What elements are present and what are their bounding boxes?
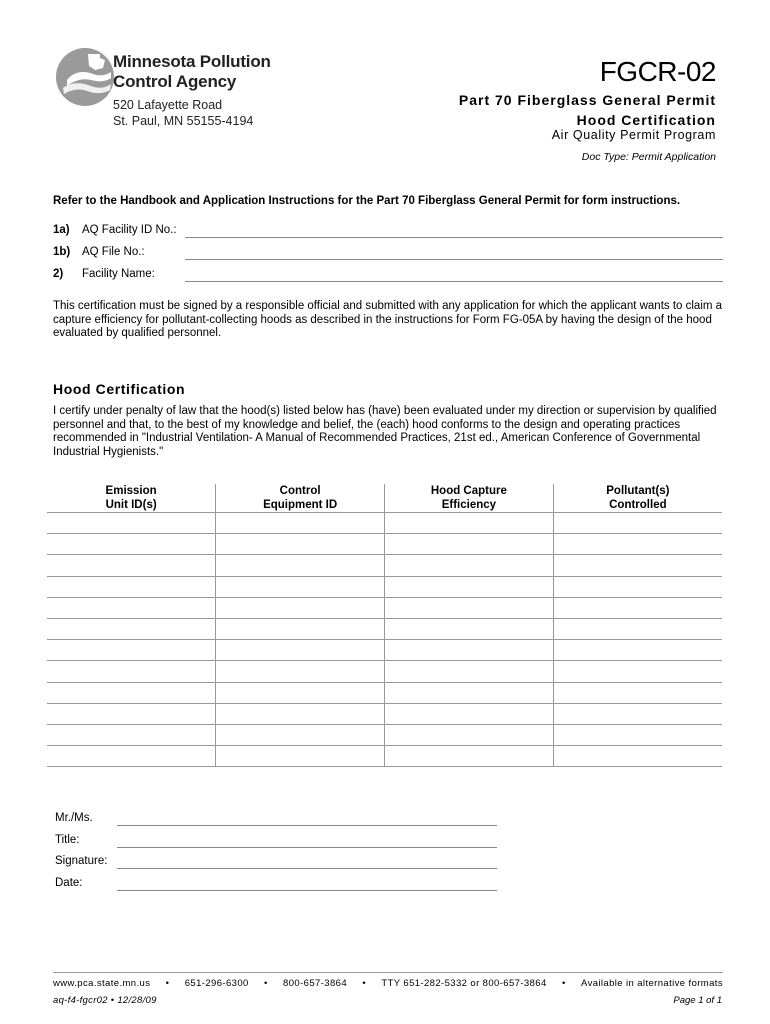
col-header-line: Equipment ID [263,499,338,511]
table-row [47,724,722,745]
table-row [47,534,722,555]
col-header-control-equipment [216,484,385,513]
date-row [55,877,497,893]
table-cell[interactable] [47,534,216,555]
section-title: Hood Certification [53,381,186,397]
table-cell[interactable] [385,576,554,597]
table-cell[interactable] [553,597,722,618]
table-cell[interactable] [553,576,722,597]
mpca-logo [55,46,115,108]
signature-input[interactable] [117,868,497,869]
title-row [55,834,497,850]
field-number: 2) [53,268,64,280]
name-row [55,812,497,828]
facility-name-label: Facility Name: [82,268,155,280]
facility-id-input[interactable] [185,237,723,238]
table-cell[interactable] [385,661,554,682]
table-cell[interactable] [47,746,216,767]
date-input[interactable] [117,890,497,891]
col-header-line: Emission [105,485,157,497]
field-number: 1b) [53,246,71,258]
facility-id-label: AQ Facility ID No.: [82,224,177,236]
col-header-line: Hood Capture [430,485,507,497]
table-cell[interactable] [553,746,722,767]
col-header-emission-unit [47,484,216,513]
table-cell[interactable] [216,724,385,745]
table-cell[interactable] [385,746,554,767]
footer-alt-formats: Available in alternative formats [581,978,723,989]
table-cell[interactable] [553,555,722,576]
footer-contacts [53,978,723,989]
table-cell[interactable] [553,703,722,724]
table-cell[interactable] [385,724,554,745]
table-cell[interactable] [216,513,385,534]
col-header-capture-efficiency [385,484,554,513]
table-cell[interactable] [553,618,722,639]
form-title-line2: Hood Certification [576,112,716,128]
col-header-line: Unit ID(s) [105,499,157,511]
field-number: 1a) [53,224,70,236]
table-cell[interactable] [47,555,216,576]
table-cell[interactable] [385,682,554,703]
table-cell[interactable] [385,597,554,618]
instructions-note: Refer to the Handbook and Application Instructions for the Part 70 Fiberglass General Permit for form instructions. [53,195,681,207]
agency-name-line1: Minnesota Pollution [113,52,271,71]
table-row [47,682,722,703]
table-cell[interactable] [47,513,216,534]
hood-table [47,484,722,767]
table-row [47,703,722,724]
table-header-row [47,484,722,513]
table-cell[interactable] [216,534,385,555]
form-title-line1: Part 70 Fiberglass General Permit [458,92,716,108]
table-row [47,576,722,597]
table-cell[interactable] [47,724,216,745]
footer-website: www.pca.state.mn.us [53,978,151,989]
name-label: Mr./Ms. [55,812,93,824]
table-cell[interactable] [216,618,385,639]
footer-separator: • [561,978,566,989]
table-cell[interactable] [216,576,385,597]
agency-address [113,97,253,129]
address-line1: 520 Lafayette Road [113,98,223,112]
table-cell[interactable] [47,618,216,639]
table-cell[interactable] [216,597,385,618]
table-cell[interactable] [553,661,722,682]
table-cell[interactable] [47,703,216,724]
table-cell[interactable] [385,534,554,555]
file-no-row [53,246,723,262]
footer-phone-tollfree: 800-657-3864 [283,978,348,989]
title-label: Title: [55,834,80,846]
signature-label: Signature: [55,855,108,867]
facility-name-input[interactable] [185,281,723,282]
footer-divider [53,972,723,973]
footer-separator: • [165,978,170,989]
table-row [47,513,722,534]
table-cell[interactable] [553,724,722,745]
facility-name-row [53,268,723,284]
name-input[interactable] [117,825,497,826]
table-row [47,661,722,682]
intro-paragraph: This certification must be signed by a responsible official and submitted with any application for which the applicant wants to claim a capture efficiency for pollutant-collecting hoods as described in the instructions for Form FG-05A by having the design of the hood evaluated by qualified personnel. [53,300,723,339]
table-cell[interactable] [216,703,385,724]
table-cell[interactable] [385,513,554,534]
col-header-line: Efficiency [441,499,497,511]
table-cell[interactable] [216,661,385,682]
table-row [47,640,722,661]
table-cell[interactable] [216,682,385,703]
address-line2: St. Paul, MN 55155-4194 [113,114,254,128]
form-title [459,90,716,130]
table-cell[interactable] [385,703,554,724]
table-cell[interactable] [216,640,385,661]
footer-page-number: Page 1 of 1 [673,995,722,1006]
file-no-label: AQ File No.: [82,246,145,258]
facility-id-row [53,224,723,240]
table-cell[interactable] [553,534,722,555]
form-doc-type: Doc Type: Permit Application [581,151,716,163]
agency-name-line2: Control Agency [113,72,237,91]
footer-separator: • [362,978,367,989]
table-cell[interactable] [216,746,385,767]
signature-row [55,855,497,871]
certification-text: I certify under penalty of law that the hood(s) listed below has (have) been evaluated under my direction or supervision by qualified personnel and that, to the best of my knowledge and belief, the (each) hood conforms to the design and operating practices recommended in "Industrial Ventilation- A Manual of Recommended Practices, 21st ed., American Conference of Governmental Industrial Hygienists." [53,405,717,458]
col-header-line: Control [279,485,321,497]
footer-tty: TTY 651-282-5332 or 800-657-3864 [381,978,547,989]
table-cell[interactable] [47,576,216,597]
col-header-line: Controlled [609,499,667,511]
table-cell[interactable] [553,640,722,661]
table-row [47,746,722,767]
file-no-input[interactable] [185,259,723,260]
table-cell[interactable] [47,661,216,682]
table-cell[interactable] [385,640,554,661]
table-cell[interactable] [47,597,216,618]
table-row [47,555,722,576]
table-cell[interactable] [553,513,722,534]
form-code: FGCR-02 [599,56,716,87]
table-cell[interactable] [553,682,722,703]
table-cell[interactable] [385,555,554,576]
title-input[interactable] [117,847,497,848]
agency-name [113,52,271,92]
date-label: Date: [55,877,83,889]
table-row [47,597,722,618]
footer-doc-id: aq-f4-fgcr02 • 12/28/09 [53,995,157,1006]
footer-separator: • [264,978,268,989]
form-program: Air Quality Permit Program [551,128,716,142]
table-cell[interactable] [216,555,385,576]
table-row [47,618,722,639]
footer-phone-local: 651-296-6300 [184,978,249,989]
table-cell[interactable] [47,682,216,703]
col-header-line: Pollutant(s) [606,485,670,497]
table-body [47,513,722,767]
col-header-pollutants [553,484,722,513]
table-cell[interactable] [47,640,216,661]
table-cell[interactable] [385,618,554,639]
